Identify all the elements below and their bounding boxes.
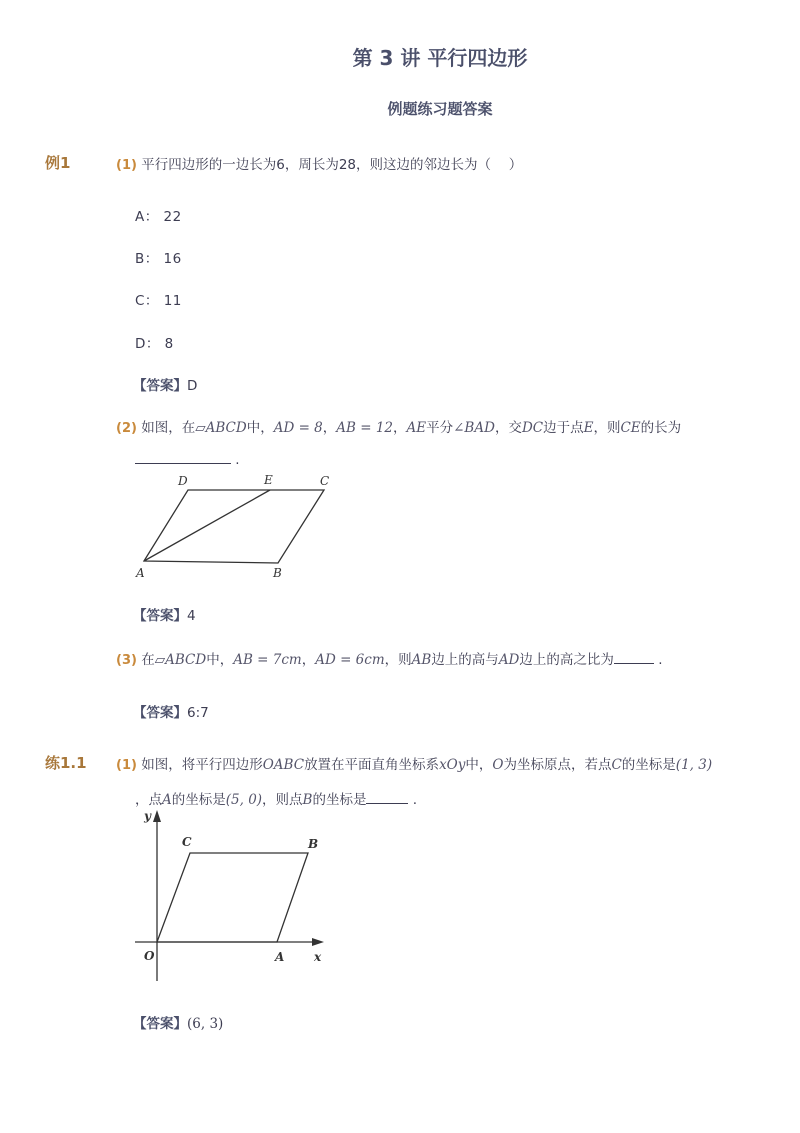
example-1-label: 例1 [45,154,71,172]
fill-blank [614,651,654,664]
label-a: A [275,950,285,964]
parallelogram-abcd [144,490,324,563]
question-text: 如图，将平行四边形 [141,757,263,773]
math-ab: AB = 12 [336,420,394,436]
practice-1-1-label: 练1.1 [45,754,87,772]
coordinate-figure [130,806,330,986]
question-text: 边上的高与 [431,652,499,668]
label-x: x [314,950,322,964]
answer-1-2 [133,604,196,624]
math-parallelogram: ▱ABCD [195,420,247,436]
fill-blank [135,451,231,464]
question-1-1 [116,153,522,173]
question-text: 的坐标是 [312,792,367,808]
question-text: ，点 [135,792,162,808]
answer-label: 【答案】 [133,378,187,394]
question-text: 平分 [426,420,454,436]
math-b: B [302,792,313,808]
question-text: ， [322,420,337,436]
answer-value: D [187,378,198,394]
answer-1-1 [133,374,197,394]
question-text: 的坐标是 [171,792,226,808]
math-dc: DC [521,420,544,436]
question-1-3 [116,648,662,668]
math-o: O [492,757,504,773]
label-d: D [178,474,188,488]
question-text: ，则点 [262,792,303,808]
math-ab: AB = 7cm [233,652,302,668]
math-e: E [583,420,594,436]
question-1-2 [116,416,681,436]
fill-blank [366,791,408,804]
question-text: ，则 [384,652,412,668]
blank-period: . [412,792,418,808]
segment-ae [144,490,270,561]
answer-practice-1 [133,1012,223,1032]
question-text: 如图，在 [141,420,196,436]
option-d: D： 8 [135,336,174,352]
question-text: 边于点 [543,420,584,436]
math-ce: CE [620,420,641,436]
question-text: 为坐标原点，若点 [503,757,612,773]
option-a: A： 22 [135,209,182,225]
math-ab: AB [411,652,432,668]
question-text: 边上的高之比为 [519,652,614,668]
practice-question-1 [116,753,712,773]
answer-blank-line [135,451,240,468]
question-number: (1) [116,758,137,773]
question-text: 中， [246,420,274,436]
question-number: (1) [116,158,137,173]
option-c: C： 11 [135,293,182,309]
question-number: (3) [116,653,137,668]
math-oabc: OABC [262,757,305,773]
answer-label: 【答案】 [133,608,187,624]
answer-value: 4 [187,608,196,624]
label-y: y [144,809,151,823]
answer-value: 6:7 [187,705,209,721]
practice-question-1-cont [135,788,417,808]
answer-1-3 [133,701,209,721]
parallelogram-oabc [157,853,308,942]
answer-label: 【答案】 [133,1016,187,1032]
question-text: 在 [141,652,155,668]
question-text: ，则 [593,420,621,436]
blank-period: . [235,452,240,468]
question-text: ， [301,652,316,668]
label-b: B [273,566,282,580]
math-a-coord: (5, 0) [225,792,263,808]
math-ad: AD = 8 [273,420,323,436]
math-a: A [162,792,172,808]
math-c-coord: (1, 3) [675,757,713,773]
label-e: E [264,473,273,487]
page-subtitle: 例题练习题答案 [387,100,493,118]
question-text: 的坐标是 [621,757,676,773]
math-ad: AD [498,652,520,668]
answer-value: (6, 3) [187,1016,224,1032]
question-text: 中， [465,757,493,773]
x-axis-arrow [312,938,324,946]
math-angle: ∠BAD [453,420,495,436]
math-c: C [611,757,622,773]
math-parallelogram: ▱ABCD [154,652,207,668]
label-b: B [308,837,319,851]
question-text: 中， [206,652,234,668]
label-a: A [136,566,145,580]
parallelogram-figure [130,470,340,582]
question-text: ， [393,420,407,436]
y-axis-arrow [153,810,161,822]
math-ad: AD = 6cm [315,652,385,668]
math-xoy: xOy [439,757,466,773]
question-text: 放置在平面直角坐标系 [304,757,440,773]
question-text: 的长为 [640,420,682,436]
answer-label: 【答案】 [133,705,187,721]
question-number: (2) [116,421,137,436]
page-title: 第 3 讲 平行四边形 [352,46,528,70]
blank-period: . [658,652,663,668]
option-b: B： 16 [135,251,182,267]
question-text: ，交 [494,420,522,436]
label-c: C [320,474,330,488]
label-o: O [144,949,155,963]
math-ae: AE [406,420,427,436]
question-text: 平行四边形的一边长为6，周长为28，则这边的邻边长为（ ） [141,157,523,173]
label-c: C [182,835,192,849]
